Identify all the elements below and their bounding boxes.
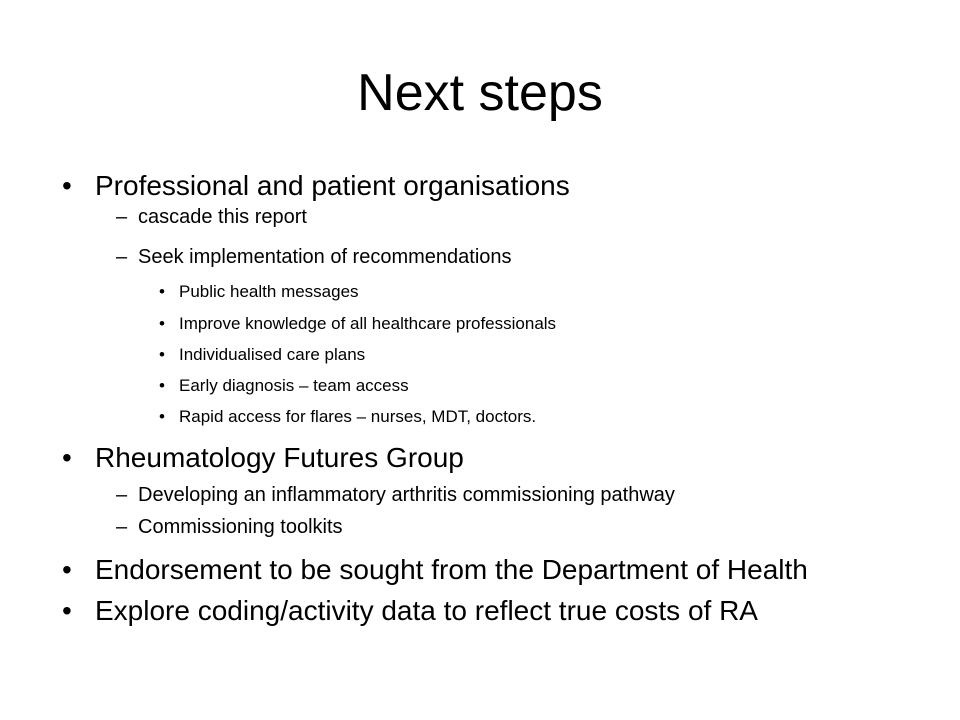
bullet-marker: • [159,376,165,395]
sub-item: cascade this report [138,206,307,228]
sub-item: Seek implementation of recommendations [138,246,512,268]
bullet-marker: • [62,170,72,201]
dash-marker: – [116,206,128,228]
sub-sub-item: Early diagnosis – team access [179,376,409,395]
bullet-item: Professional and patient organisations [95,170,570,201]
sub-item: Developing an inflammatory arthritis commissioning pathway [138,484,675,506]
sub-item: Commissioning toolkits [138,516,343,538]
bullet-marker: • [159,314,165,333]
sub-sub-item: Rapid access for flares – nurses, MDT, doctors. [179,407,537,426]
bullet-item: Rheumatology Futures Group [95,442,464,473]
bullet-item: Explore coding/activity data to reflect true costs of RA [95,595,758,626]
sub-sub-item: Public health messages [179,282,359,301]
bullet-marker: • [159,345,165,364]
bullet-marker: • [159,282,165,301]
dash-marker: – [116,516,128,538]
sub-sub-item: Individualised care plans [179,345,366,364]
bullet-marker: • [159,407,165,426]
bullet-marker: • [62,442,72,473]
bullet-marker: • [62,554,72,585]
dash-marker: – [116,246,128,268]
dash-marker: – [116,484,128,506]
sub-sub-item: Improve knowledge of all healthcare professionals [179,314,557,333]
slide-title: Next steps [357,64,603,122]
bullet-marker: • [62,595,72,626]
bullet-item: Endorsement to be sought from the Department of Health [95,554,808,585]
